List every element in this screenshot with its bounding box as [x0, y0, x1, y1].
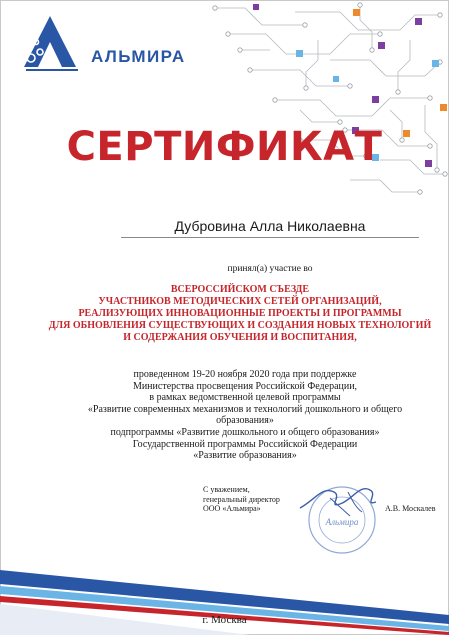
company-logo: [16, 12, 186, 72]
details-line: образования»: [216, 415, 274, 427]
event-title-line: ДЛЯ ОБНОВЛЕНИЯ СУЩЕСТВУЮЩИХ И СОЗДАНИЯ НОВЫХ ТЕХНОЛОГИЙ: [48, 320, 432, 331]
certificate-title: СЕРТИФИКАТ: [66, 124, 383, 170]
participation-text: принял(а) участие во: [227, 264, 313, 274]
event-title-line: ВСЕРОССИЙСКОМ СЪЕЗДЕ: [170, 284, 310, 295]
logo-text: АЛЬМИРА: [91, 47, 186, 66]
event-title-line: УЧАСТНИКОВ МЕТОДИЧЕСКИХ СЕТЕЙ ОРГАНИЗАЦИЙ,: [98, 296, 382, 307]
details-line: подпрограммы «Развитие дошкольного и общего образования»: [110, 426, 380, 438]
details-line: в рамках ведомственной целевой программы: [149, 392, 341, 404]
event-title-line: И СОДЕРЖАНИЯ ОБУЧЕНИЯ И ВОСПИТАНИЯ,: [123, 332, 357, 343]
details-line: «Развитие образования»: [193, 450, 297, 462]
regards-line: генеральный директор: [203, 494, 280, 504]
city-label: г. Москва: [202, 614, 247, 626]
event-title-line: РЕАЛИЗУЮЩИХ ИННОВАЦИОННЫЕ ПРОЕКТЫ И ПРОГРАММЫ: [78, 308, 402, 319]
details-line: Министерства просвещения Российской Федерации,: [132, 380, 358, 392]
event-details: [40, 369, 449, 462]
details-line: «Развитие современных механизмов и технологий дошкольного и общего: [87, 403, 403, 415]
name-underline: [121, 237, 419, 238]
details-line: Государственной программы Российской Федерации: [132, 438, 358, 450]
recipient-name: Дубровина Алла Николаевна: [174, 218, 366, 234]
stamp-text: Альмира: [325, 517, 359, 527]
regards-line: ООО «Альмира»: [203, 504, 261, 513]
logo-triangle-icon: [16, 12, 86, 72]
details-line: проведенном 19-20 ноября 2020 года при поддержке: [133, 369, 357, 380]
regards-line: С уважением,: [203, 485, 250, 494]
event-title: [30, 284, 449, 344]
regards-block: [203, 485, 280, 514]
signer-name: А.В. Москалев: [385, 504, 436, 513]
